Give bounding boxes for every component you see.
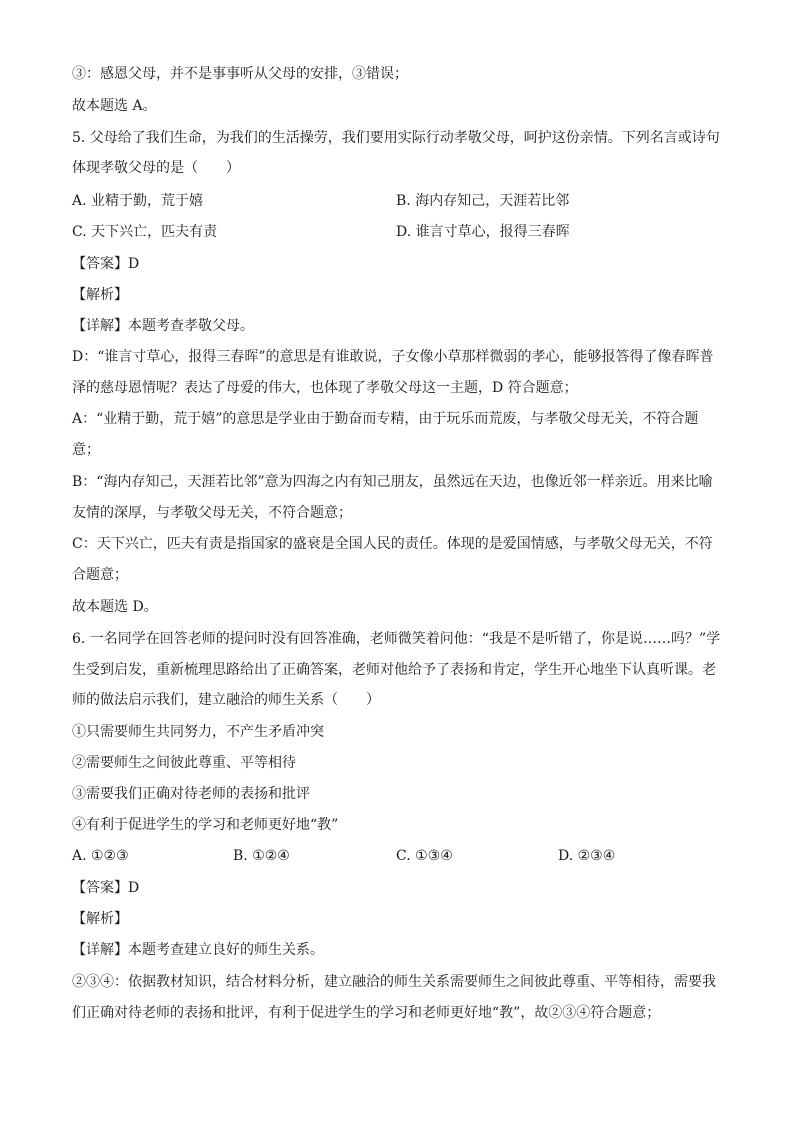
q5-option-d: D. 谁言寸草心，报得三春晖 (396, 224, 570, 240)
q5-conclusion: 故本题选 D。 (72, 599, 158, 615)
q6-option-d: D. ②③④ (558, 848, 616, 864)
q6-item-2: ②需要师生之间彼此尊重、平等相待 (72, 755, 296, 771)
q6-item-3: ③需要我们正确对待老师的表扬和批评 (72, 786, 310, 802)
q5-option-a: A. 业精于勤，荒于嬉 (72, 193, 204, 209)
q5-explain-d-line1: D：“谁言寸草心，报得三春晖”的意思是有谁敢说，子女像小草那样微弱的孝心，能够报答得了像春晖普 (72, 349, 714, 365)
q5-option-b: B. 海内存知己，天涯若比邻 (396, 193, 570, 209)
q5-explain-c-line1: C：天下兴亡，匹夫有责是指国家的盛衰是全国人民的责任。体现的是爱国情感，与孝敬父母无关，不符 (72, 536, 713, 552)
q6-item-1: ①只需要师生共同努力，不产生矛盾冲突 (72, 724, 324, 740)
q6-option-c: C. ①③④ (396, 848, 453, 864)
q5-explain-c-line2: 合题意； (72, 567, 128, 583)
q6-stem-line2: 生受到启发，重新梳理思路给出了正确答案，老师对他给予了表扬和肯定，学生开心地坐下认真听课。老 (72, 662, 716, 678)
q4-analysis-line: ③：感恩父母，并不是事事听从父母的安排，③错误； (72, 66, 408, 82)
q5-explain-b-line1: B：“海内存知己，天涯若比邻”意为四海之内有知己朋友，虽然远在天边，也像近邻一样亲近。用来比喻 (72, 474, 713, 490)
q6-explain-line1: ②③④：依据教材知识，结合材料分析，建立融洽的师生关系需要师生之间彼此尊重、平等相待，需要我 (72, 974, 716, 990)
q5-analysis-title: 【解析】 (72, 287, 128, 303)
q6-analysis-title: 【解析】 (72, 911, 128, 927)
q6-stem-line1: 6. 一名同学在回答老师的提问时没有回答准确，老师微笑着问他：“我是不是听错了，你是说……吗？”学 (72, 631, 721, 647)
q6-explain-line2: 们正确对待老师的表扬和批评，有利于促进学生的学习和老师更好地“教”，故②③④符合题意； (72, 1005, 661, 1021)
q4-conclusion: 故本题选 A。 (72, 98, 157, 114)
q6-option-a: A. ①②③ (72, 848, 129, 864)
q5-stem-line2: 体现孝敬父母的是（ ） (72, 160, 240, 176)
q5-detail-title: 【详解】本题考查孝敬父母。 (72, 318, 254, 334)
q5-answer: 【答案】D (72, 256, 140, 272)
q5-explain-d-line2: 泽的慈母恩情呢？表达了母爱的伟大，也体现了孝敬父母这一主题，D 符合题意； (72, 380, 578, 396)
q6-detail-title: 【详解】本题考查建立良好的师生关系。 (72, 942, 324, 958)
q5-option-c: C. 天下兴亡，匹夫有责 (72, 224, 218, 240)
q5-explain-a-line1: A：“业精于勤，荒于嬉”的意思是学业由于勤奋而专精，由于玩乐而荒废，与孝敬父母无关，不符合题 (72, 411, 699, 427)
q5-explain-b-line2: 友情的深厚，与孝敬父母无关，不符合题意； (72, 505, 352, 521)
q6-item-4: ④有利于促进学生的学习和老师更好地“教” (72, 817, 339, 833)
q5-explain-a-line2: 意； (72, 442, 100, 458)
q5-stem-line1: 5. 父母给了我们生命，为我们的生活操劳，我们要用实际行动孝敬父母，呵护这份亲情。下列名言或诗句 (72, 130, 720, 146)
q6-stem-line3: 师的做法启示我们，建立融洽的师生关系（ ） (72, 692, 380, 708)
q6-answer: 【答案】D (72, 880, 140, 896)
q6-option-b: B. ①②④ (233, 848, 290, 864)
